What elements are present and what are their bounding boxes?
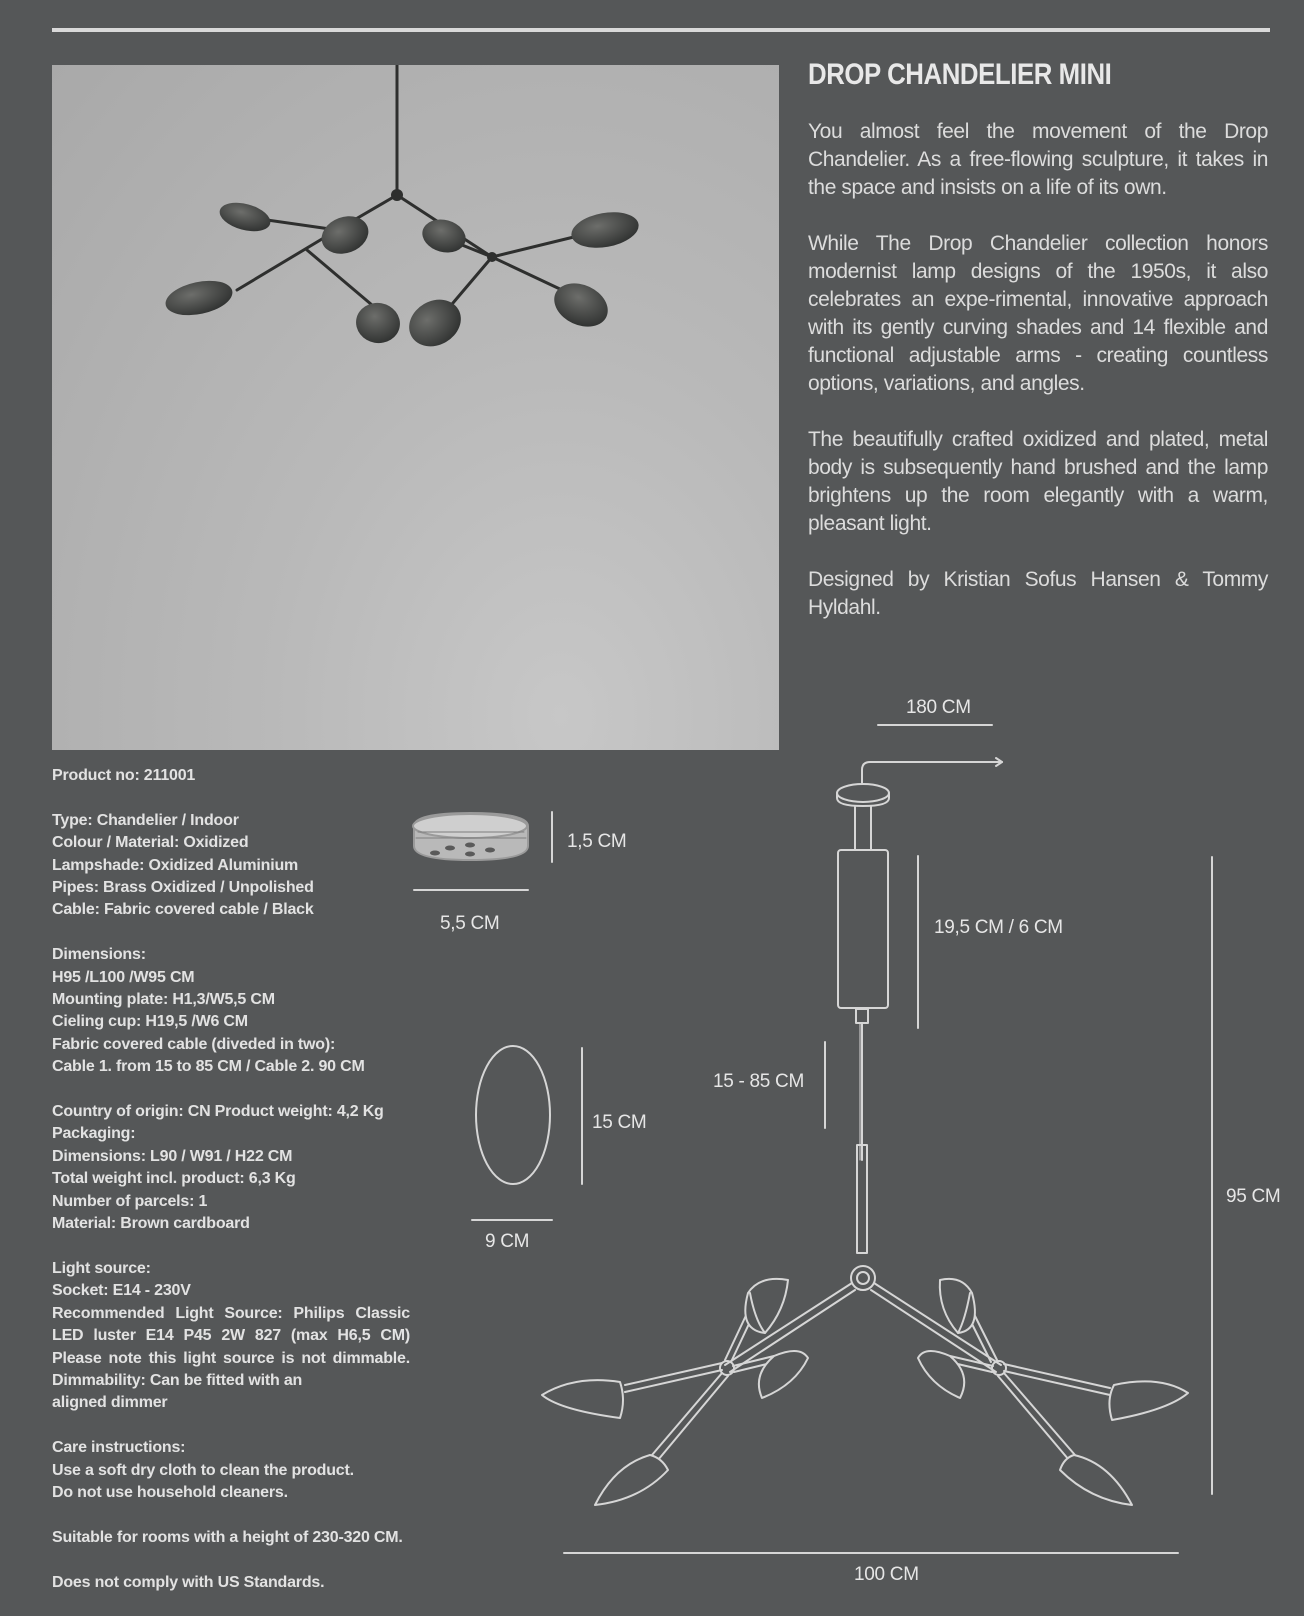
packaging-heading: Packaging: [52, 1125, 136, 1143]
spec-material: Material: Brown cardboard [52, 1215, 250, 1233]
spec-packaging-dimensions: Dimensions: L90 / W91 / H22 CM [52, 1147, 293, 1165]
mounting-plate-drawing [413, 813, 528, 860]
shade-outline [476, 1046, 550, 1184]
dim-cup: 19,5 CM / 6 CM [934, 917, 1063, 938]
product-number: Product no: 211001 [52, 767, 196, 784]
description-paragraph: While The Drop Chandelier collection honors modernist lamp designs of the 1950s, it also celebrates an expe-rimental, innovative approach with its gently curving shades and 14 flexible and functional adjustable arms - creating countless options, variations, and angles. [808, 232, 1268, 395]
spec-fabric-cable: Fabric covered cable (diveded in two): [52, 1035, 336, 1053]
spec-origin-weight: Country of origin: CN Product weight: 4,2 Kg [52, 1103, 384, 1121]
spec-room-height: Suitable for rooms with a height of 230-320 CM. [52, 1528, 403, 1546]
spec-pipes: Pipes: Brass Oxidized / Unpolished [52, 879, 314, 897]
care-instruction: Use a soft dry cloth to clean the product. [52, 1461, 354, 1479]
description-paragraph: You almost feel the movement of the Drop Chandelier. As a free-flowing sculpture, it takes in the space and insists on a life of its own. [808, 120, 1268, 199]
spec-parcels: Number of parcels: 1 [52, 1192, 208, 1210]
spec-colour: Colour / Material: Oxidized [52, 834, 249, 852]
spec-total-weight: Total weight incl. product: 6,3 Kg [52, 1170, 296, 1188]
dim-total-width: 100 CM [854, 1564, 919, 1585]
dim-total-height: 95 CM [1226, 1186, 1281, 1207]
spec-recommended-light: Recommended Light Source: Philips Classic LED luster E14 P45 2W 827 (max H6,5 CM) Please note this light source is not dimmable. Dimmability: Can be fitted with an [52, 1304, 410, 1389]
description-paragraph: The beautifully crafted oxidized and plated, metal body is subsequently hand brushed and the lamp brightens up the room elegantly with a warm, pleasant light. [808, 428, 1268, 535]
ceiling-cup-outline [838, 850, 888, 1008]
spec-lampshade: Lampshade: Oxidized Aluminium [52, 856, 299, 874]
spec-cable: Cable: Fabric covered cable / Black [52, 901, 314, 919]
spec-type: Type: Chandelier / Indoor [52, 811, 239, 829]
spec-dimensions: H95 /L100 /W95 CM [52, 968, 195, 986]
light-source-heading: Light source: [52, 1259, 151, 1277]
spec-ceiling-cup: Cieling cup: H19,5 /W6 CM [52, 1013, 248, 1031]
spec-socket: Socket: E14 - 230V [52, 1282, 191, 1300]
dim-plate-height: 1,5 CM [567, 831, 627, 852]
care-heading: Care instructions: [52, 1439, 186, 1457]
spec-us-standards: Does not comply with US Standards. [52, 1573, 325, 1591]
designer-credit: Designed by Kristian Sofus Hansen & Tommy Hyldahl. [808, 568, 1268, 619]
dim-shade-height: 15 CM [592, 1112, 647, 1133]
ceiling-cable [862, 762, 1002, 788]
dimensions-heading: Dimensions: [52, 946, 146, 964]
product-title: DROP CHANDELIER MINI [808, 58, 1112, 91]
dim-plate-width: 5,5 CM [440, 913, 500, 934]
dim-cable-range: 15 - 85 CM [713, 1071, 804, 1092]
care-instruction: Do not use household cleaners. [52, 1483, 288, 1501]
spec-mounting-plate: Mounting plate: H1,3/W5,5 CM [52, 991, 275, 1009]
spec-cable-lengths: Cable 1. from 15 to 85 CM / Cable 2. 90 CM [52, 1058, 365, 1076]
chandelier-outline [542, 1266, 1188, 1505]
spec-aligned-dimmer: aligned dimmer [52, 1394, 168, 1412]
dim-shade-width: 9 CM [485, 1231, 530, 1252]
dim-cable-width: 180 CM [906, 697, 971, 718]
